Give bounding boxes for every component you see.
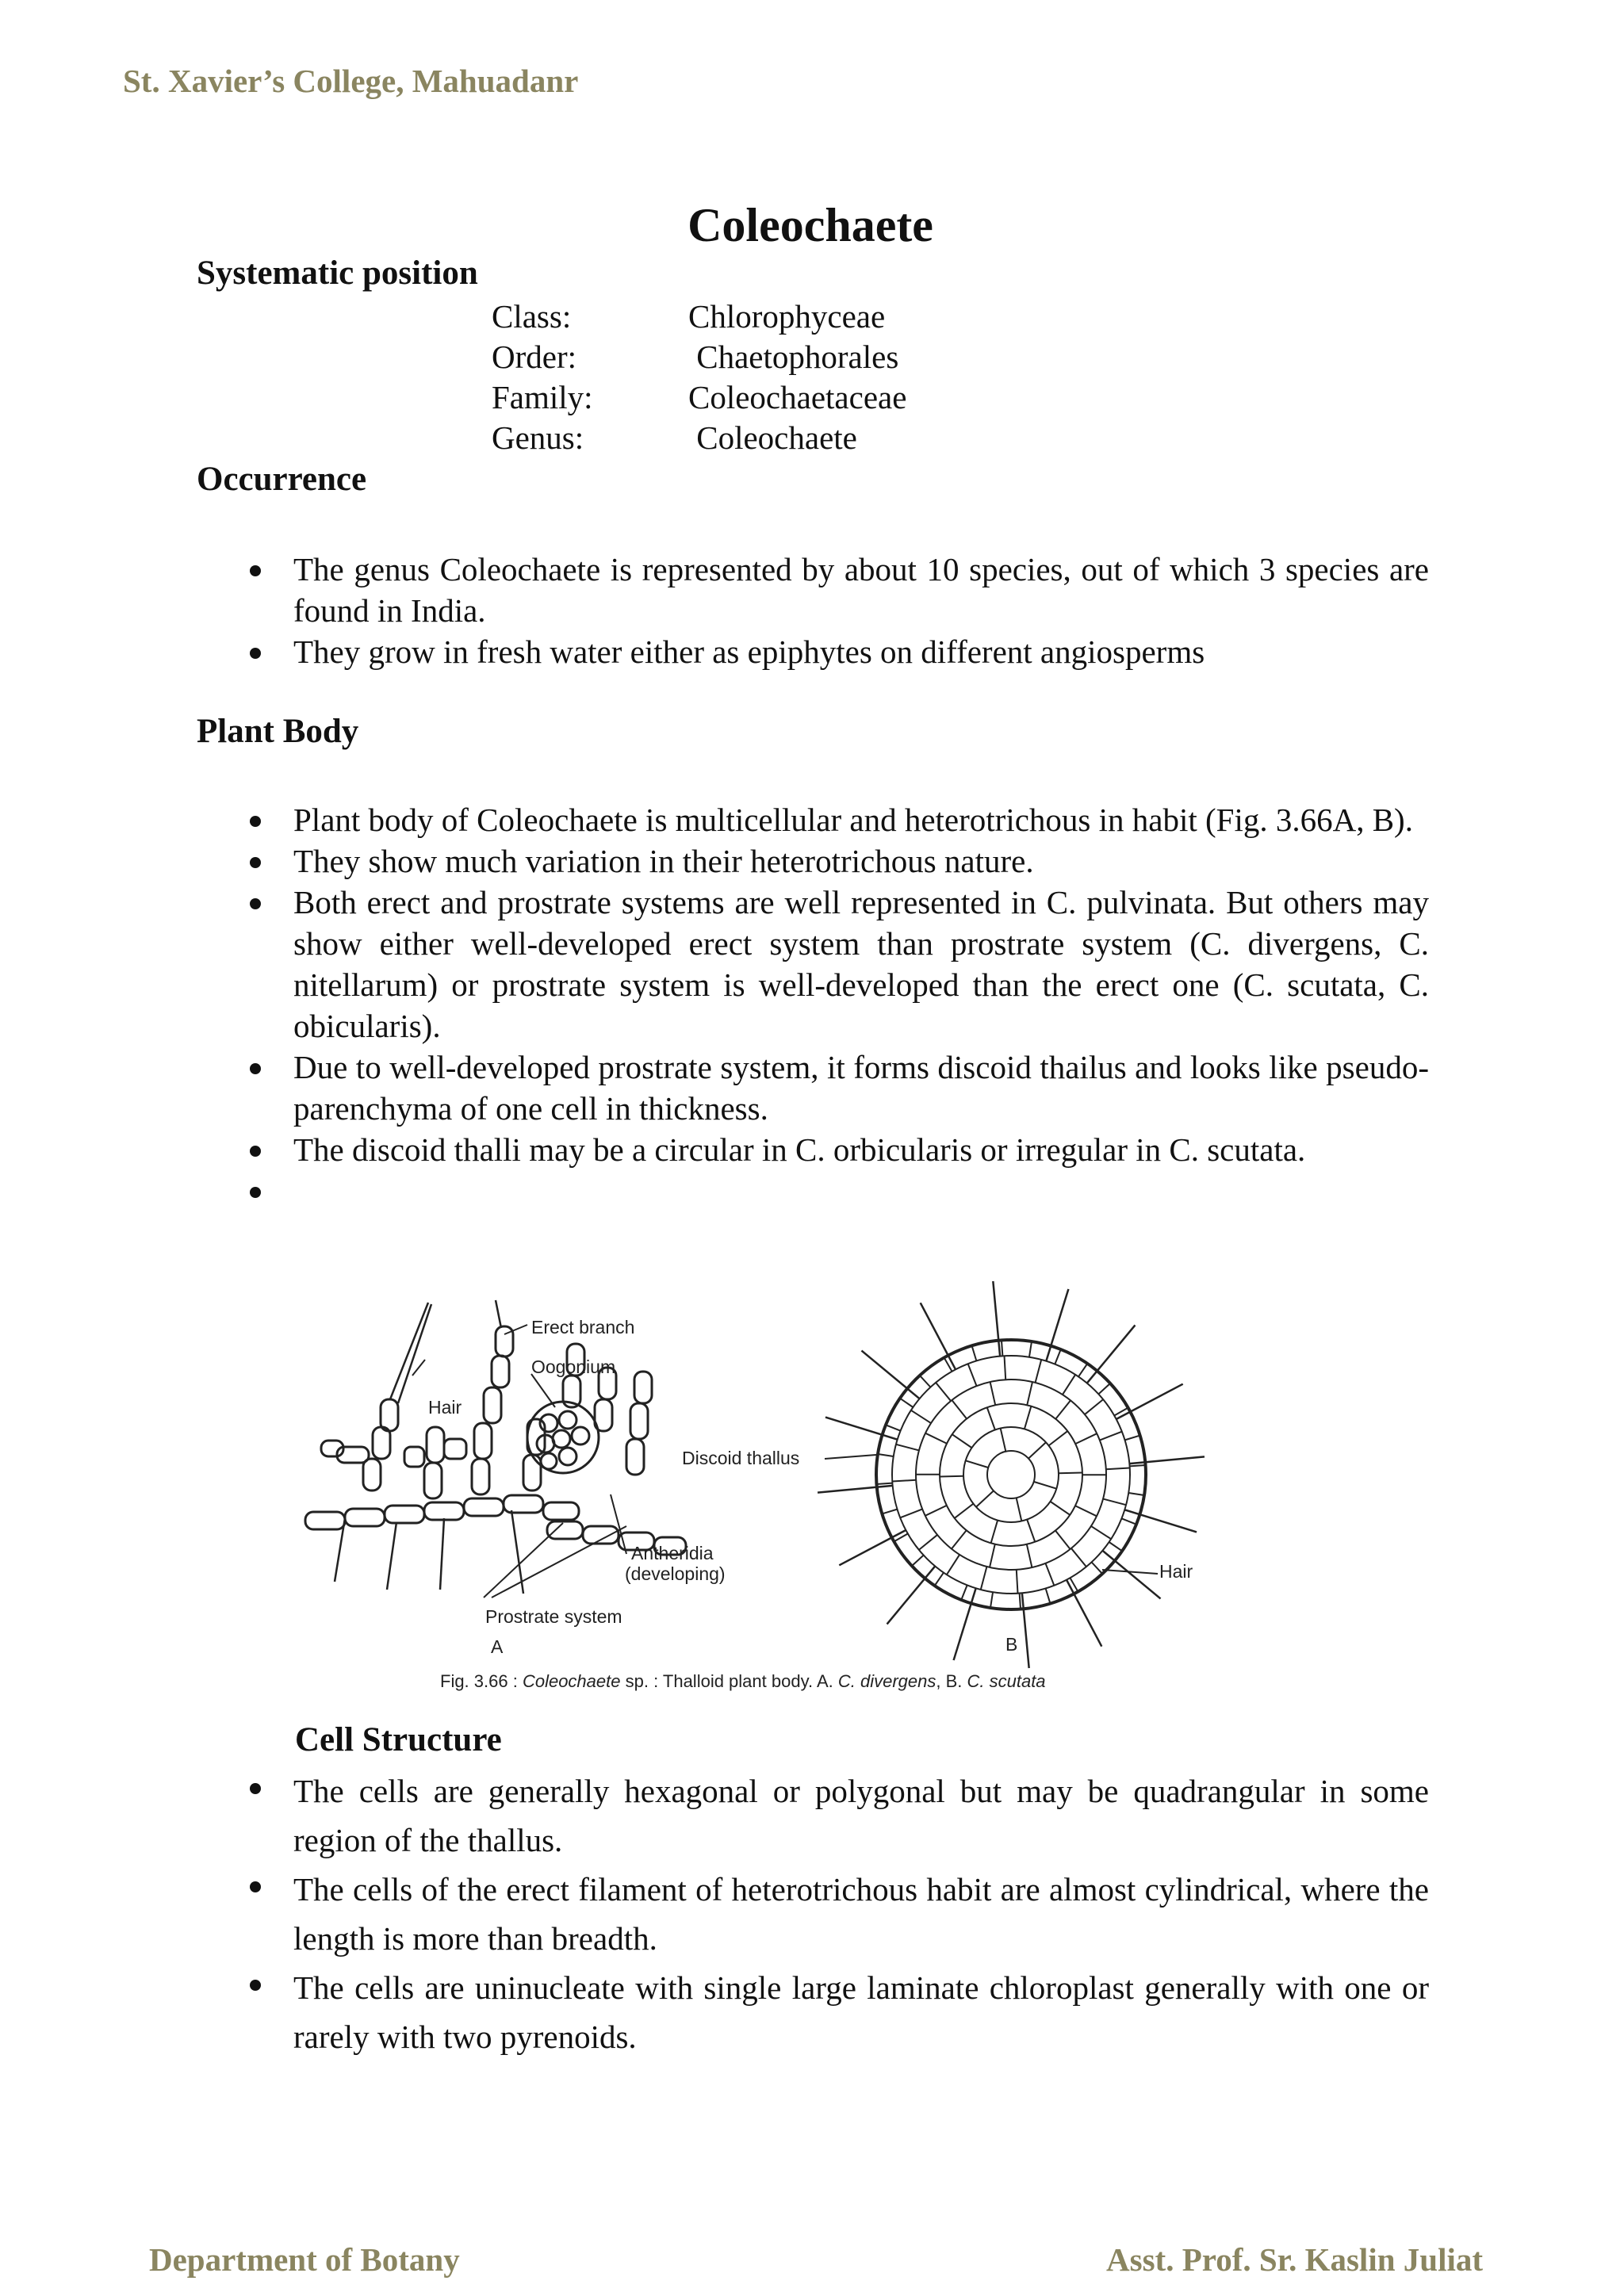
cell-wall-line — [1051, 1502, 1071, 1515]
cell-wall-line — [892, 1480, 916, 1482]
hair-line — [1022, 1593, 1029, 1668]
cell-wall-line — [878, 1454, 894, 1456]
cell-wall-line — [990, 1592, 993, 1608]
cell-wall-line — [1027, 1520, 1035, 1542]
cell-wall-line — [1121, 1518, 1136, 1524]
cell-wall-line — [1078, 1364, 1087, 1376]
cell-wall-line — [1020, 1594, 1021, 1609]
hair-line — [1102, 1551, 1160, 1599]
cell-wall-line — [1075, 1433, 1097, 1444]
figure-caption: Fig. 3.66 : Coleochaete sp. : Thalloid plant body. A. C. divergens, B. C. scutata — [440, 1671, 1046, 1691]
cell-wall-line — [1029, 1341, 1032, 1357]
cell-wall-line — [961, 1585, 967, 1600]
list-item: Plant body of Coleochaete is multicellular and heterotrichous in habit (Fig. 3.66A, B). — [293, 799, 1429, 840]
label-prostrate-system: Prostrate system — [485, 1606, 622, 1627]
cell-wall-line — [1103, 1499, 1126, 1506]
cell-wall-line — [1092, 1562, 1103, 1574]
hair-line — [1129, 1456, 1205, 1464]
label-hair-b: Hair — [1159, 1561, 1193, 1582]
cell-wall-line — [1017, 1498, 1022, 1521]
cell-wall-line — [1005, 1356, 1006, 1380]
cell-wall-line — [1017, 1570, 1018, 1594]
occurrence-heading: Occurrence — [197, 461, 367, 498]
plant-body-list — [293, 799, 1429, 1211]
cell-wall-line — [1055, 1349, 1060, 1364]
hair-line — [818, 1486, 893, 1493]
label-erect-branch: Erect branch — [531, 1317, 635, 1337]
list-item: They show much variation in their heterotrichous nature. — [293, 840, 1429, 882]
cell-wall-line — [1049, 1431, 1068, 1445]
label-a: A — [491, 1636, 504, 1657]
cell-wall-line — [981, 1567, 987, 1590]
list-item: The genus Coleochaete is represented by about 10 species, out of which 3 species are found in India. — [293, 549, 1429, 631]
hair-line — [1087, 1325, 1136, 1383]
cell-wall-line — [1055, 1530, 1071, 1548]
footer-author: Asst. Prof. Sr. Kaslin Juliat — [1106, 2241, 1483, 2278]
label-discoid-thallus: Discoid thallus — [682, 1448, 800, 1468]
list-item: Both erect and prostrate systems are well represented in C. pulvinata. But others may show either well-developed erect system than prostrate system (C. divergens, C. nitellarum) or prostrate system is well-developed than the erect one (C. scutata, C. obicularis). — [293, 882, 1429, 1047]
cell-wall-line — [1075, 1506, 1097, 1516]
systematic-heading: Systematic position — [197, 254, 478, 292]
cell-wall-line — [990, 1382, 996, 1405]
cell-wall-line — [990, 1544, 995, 1567]
cell-wall-line — [912, 1556, 924, 1567]
label-antheridia: Antheridia — [631, 1543, 714, 1563]
cell-wall-line — [952, 1434, 972, 1448]
page-title: Coleochaete — [688, 199, 933, 251]
cell-wall-line — [1046, 1589, 1051, 1604]
list-item — [293, 1170, 1429, 1211]
cell-wall-line — [972, 1345, 977, 1360]
systematic-row: Family: Coleochaetaceae — [492, 379, 907, 415]
cell-wall-line — [1028, 1442, 1046, 1458]
oogonium-cluster — [527, 1402, 599, 1473]
figure-illustration — [293, 1257, 1205, 1701]
list-item: The discoid thalli may be a circular in C. orbicularis or irregular in C. scutata. — [293, 1129, 1429, 1170]
cell-wall-line — [1036, 1360, 1042, 1383]
cell-wall-line — [1027, 1544, 1032, 1567]
cell-wall-line — [987, 1407, 995, 1429]
cell-wall-line — [1071, 1548, 1086, 1567]
cell-wall-line — [1125, 1436, 1140, 1441]
cell-wall-line — [968, 1364, 977, 1386]
label-b: B — [1005, 1634, 1018, 1655]
hair-line — [887, 1566, 936, 1624]
erect-branches — [321, 1326, 652, 1498]
cell-wall-line — [1034, 1482, 1057, 1489]
cell-wall-line — [1059, 1472, 1082, 1473]
cell-structure-list — [293, 1766, 1429, 2061]
cell-wall-line — [1085, 1399, 1103, 1414]
cell-wall-line — [1100, 1432, 1122, 1441]
footer-department: Department of Botany — [149, 2241, 460, 2278]
label-hair-a: Hair — [428, 1397, 462, 1418]
cell-wall-line — [1055, 1400, 1071, 1418]
cell-wall-line — [947, 1555, 959, 1575]
cell-wall-line — [911, 1410, 931, 1423]
cell-wall-line — [920, 1376, 931, 1387]
cell-wall-line — [900, 1399, 913, 1407]
cell-wall-line — [882, 1510, 897, 1514]
cell-wall-line — [896, 1445, 919, 1451]
list-item: The cells of the erect filament of heterotrichous habit are almost cylindrical, where the length is more than breadth. — [293, 1865, 1429, 1963]
cell-wall-line — [1109, 1542, 1122, 1551]
hair-line — [921, 1303, 956, 1369]
cell-wall-line — [1027, 1382, 1032, 1405]
systematic-table — [492, 297, 906, 458]
systematic-row: Class: Chlorophyceae — [492, 298, 886, 335]
cell-wall-line — [876, 1483, 892, 1484]
list-item: The cells are uninucleate with single large laminate chloroplast generally with one or rarely with two pyrenoids. — [293, 1963, 1429, 2061]
cell-wall-line — [936, 1383, 951, 1401]
page-header-college: St. Xavier’s College, Mahuadanr — [123, 63, 579, 99]
cell-wall-line — [925, 1506, 947, 1516]
hair-line — [861, 1351, 919, 1399]
systematic-row: Order: Chaetophorales — [492, 339, 899, 375]
cell-wall-line — [966, 1460, 989, 1468]
cell-wall-line — [886, 1425, 901, 1430]
cell-wall-line — [1045, 1563, 1054, 1586]
plant-body-heading: Plant Body — [197, 713, 359, 750]
cell-wall-line — [900, 1509, 922, 1517]
figure-thalloid-plant-body — [293, 1257, 1205, 1701]
cell-wall-line — [1128, 1493, 1144, 1495]
cell-wall-line — [952, 1530, 967, 1548]
cell-wall-line — [925, 1433, 947, 1444]
list-item: The cells are generally hexagonal or polygonal but may be quadrangular in some region of the thallus. — [293, 1766, 1429, 1865]
hair-line — [993, 1281, 1000, 1357]
list-item: Due to well-developed prostrate system, it forms discoid thailus and looks like pseudo- parenchyma of one cell in thickness. — [293, 1047, 1429, 1129]
cell-wall-line — [1025, 1406, 1031, 1429]
cell-wall-line — [935, 1573, 944, 1586]
cell-wall-line — [976, 1490, 994, 1506]
cell-wall-line — [1001, 1428, 1006, 1451]
hair-line — [1067, 1580, 1101, 1647]
cell-structure-heading: Cell Structure — [295, 1721, 502, 1758]
list-item: They grow in fresh water either as epiphytes on different angiosperms — [293, 631, 1429, 672]
cell-wall-line — [919, 1535, 937, 1550]
hair-line — [1116, 1384, 1183, 1419]
cell-wall-line — [955, 1504, 974, 1518]
prostrate-filament — [305, 1495, 686, 1555]
cell-wall-line — [952, 1400, 967, 1418]
cell-wall-line — [1063, 1375, 1075, 1395]
cell-wall-line — [940, 1476, 963, 1477]
thallus-radial-walls — [876, 1340, 1145, 1609]
cell-wall-line — [1130, 1465, 1146, 1466]
label-oogonium: Oogonium — [531, 1357, 616, 1377]
cell-wall-line — [1091, 1526, 1111, 1539]
cell-wall-line — [991, 1521, 998, 1544]
occurrence-list — [293, 549, 1429, 672]
label-developing: (developing) — [625, 1563, 726, 1584]
cell-wall-line — [1106, 1468, 1130, 1470]
cell-wall-line — [1098, 1383, 1110, 1395]
hair-line — [839, 1530, 906, 1565]
systematic-row: Genus: Coleochaete — [492, 419, 857, 456]
